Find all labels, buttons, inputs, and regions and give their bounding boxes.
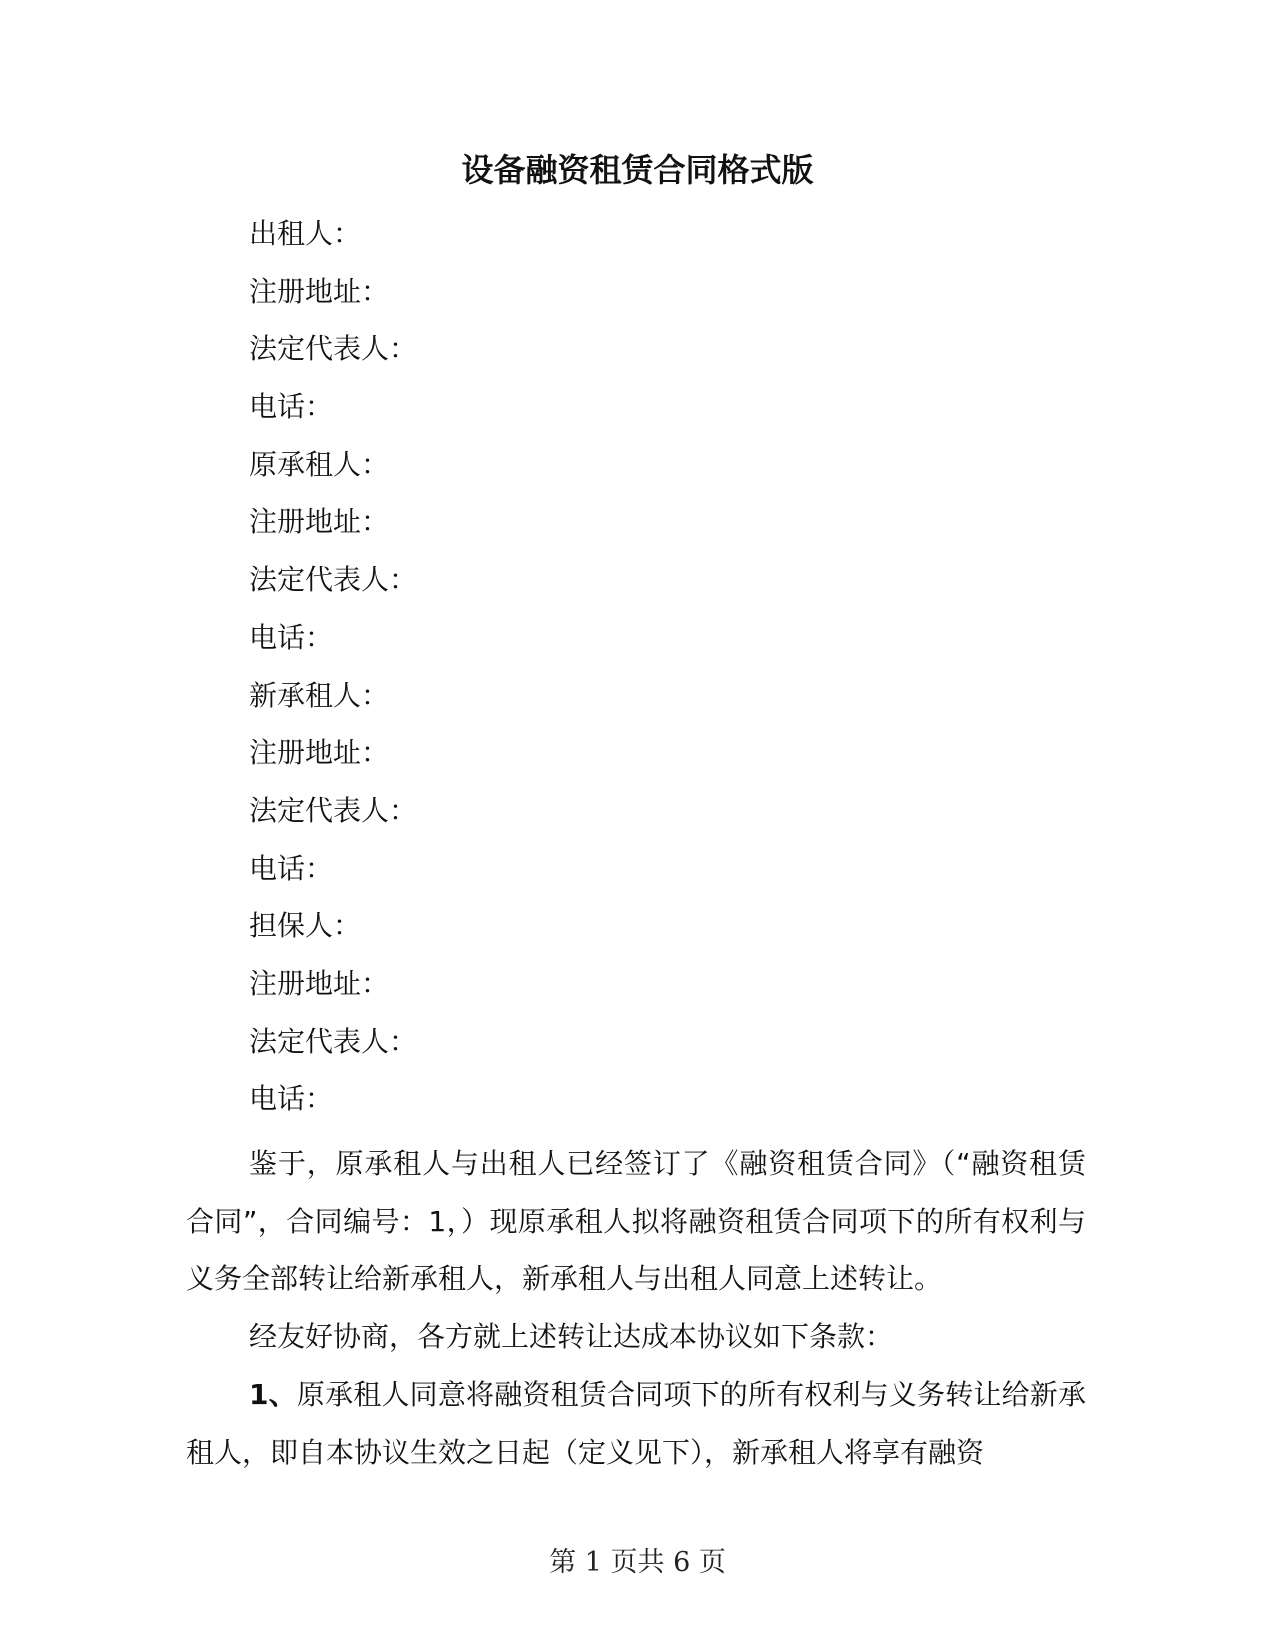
original-lessee-phone-label: 电话： [249,620,334,654]
party-field-list [249,212,417,1135]
clause-1-number: 1、 [249,1377,297,1411]
document-title: 设备融资租赁合同格式版 [461,151,814,189]
guarantor-address-label: 注册地址： [249,966,390,1000]
lessor-label: 出租人： [249,217,362,250]
guarantor-phone-label: 电话： [249,1082,334,1116]
recital-paragraph: 鉴于，原承租人与出租人已经签订了《融资租赁合同》（“融资租赁合同”，合同编号：1，）现原承租人拟将融资租赁合同项下的所有权利与义务全部转让给新承租人，新承租人与出租人同意上述转让。 [186,1147,1086,1296]
lessor-legal-rep-label: 法定代表人： [249,332,418,366]
lessor-address-label: 注册地址： [249,274,390,308]
original-lessee-address-label: 注册地址： [249,505,390,539]
agreement-paragraph: 经友好协商，各方就上述转让达成本协议如下条款： [249,1320,894,1354]
contract-body [186,1135,1086,1481]
new-lessee-label: 新承租人： [249,678,390,712]
lessor-phone-label: 电话： [249,390,334,424]
clause-1-text: 原承租人同意将融资租赁合同项下的所有权利与义务转让给新承租人，即自本协议生效之日起（定义见下），新承租人将享有融资 [186,1377,1086,1469]
new-lessee-legal-rep-label: 法定代表人： [249,793,418,827]
clause-1-paragraph [186,1366,1086,1481]
guarantor-legal-rep-label: 法定代表人： [249,1024,418,1058]
page-footer: 第 1 页共 6 页 [549,1547,726,1578]
new-lessee-phone-label: 电话： [249,851,334,885]
guarantor-label: 担保人： [249,909,362,943]
original-lessee-label: 原承租人： [249,447,390,481]
original-lessee-legal-rep-label: 法定代表人： [249,563,418,597]
new-lessee-address-label: 注册地址： [249,736,390,770]
